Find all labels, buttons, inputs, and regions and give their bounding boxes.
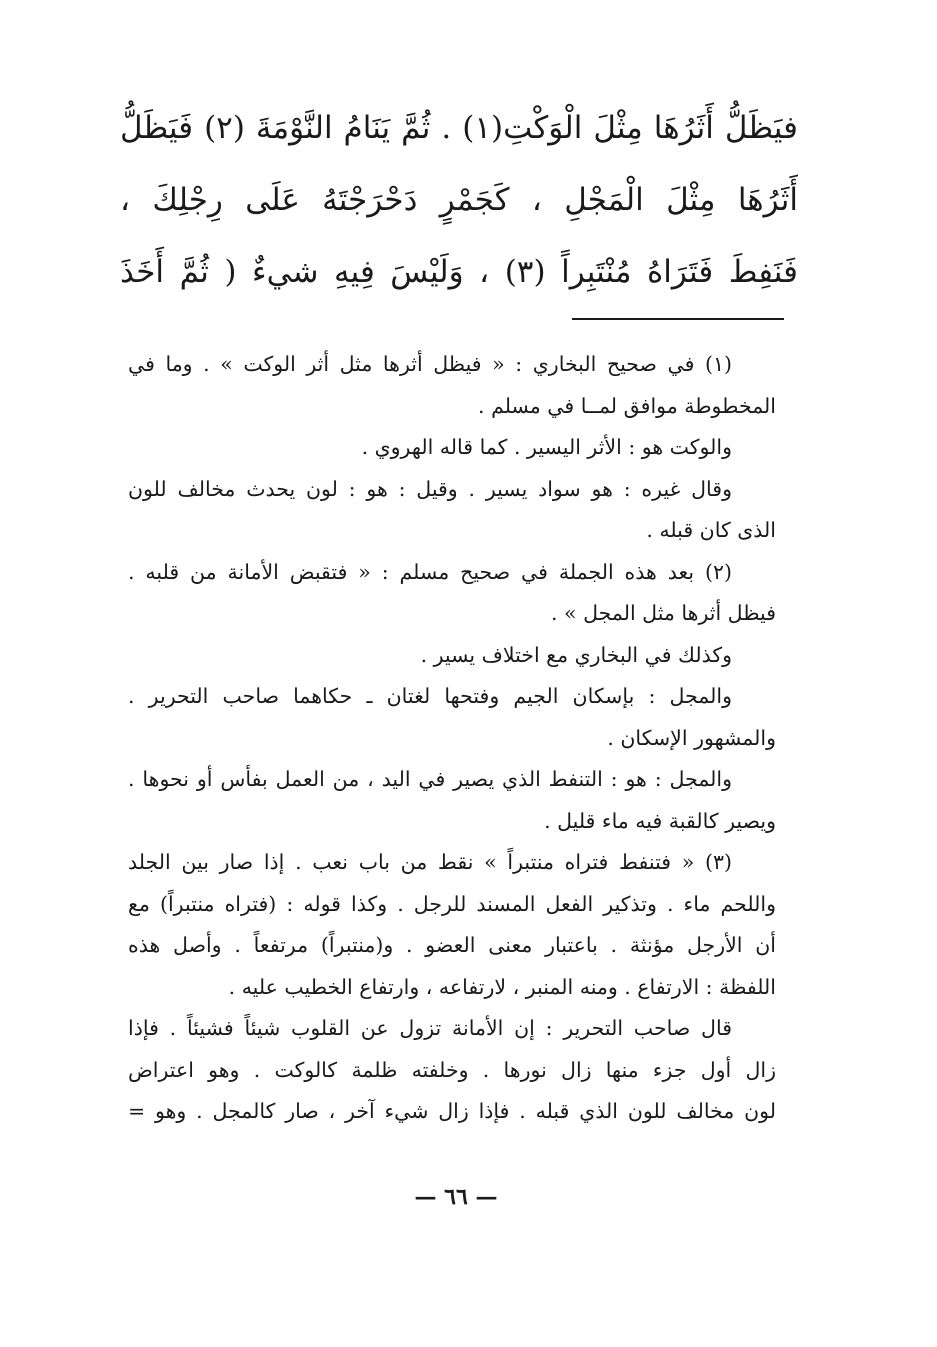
footnote-line: المخطوطة موافق لمــا في مسلم . — [478, 393, 776, 418]
footnote-line: والمجل : بإسكان الجيم وفتحها لغتان ـ حكاهما صاحب التحرير . — [128, 684, 732, 708]
page-number: — ٦٦ — — [414, 1184, 498, 1210]
main-text-line: أَثَرُهَا مِثْلَ الْمَجْلِ ، كَجَمْرٍ دَحْرَجْتَهُ عَلَى رِجْلِكَ ، — [120, 182, 798, 218]
footnote-line: (٢) بعد هذه الجملة في صحيح مسلم : « فتقبض الأمانة من قلبه . — [128, 559, 732, 584]
footnote-line: لون مخالف للون الذي قبله . فإذا زال شيء آخر ، صار كالمجل . وهو = — [128, 1099, 776, 1123]
footnote-separator-line — [572, 318, 784, 320]
footnote-line: وكذلك في البخاري مع اختلاف يسير . — [420, 642, 732, 667]
main-text-line: فيَظَلُّ أَثَرُهَا مِثْلَ الْوَكْتِ(١) . ثُمَّ يَنَامُ النَّوْمَةَ (٢) فَيَظَلُّ — [120, 110, 798, 146]
footnote-line: فيظل أثرها مثل المجل » . — [551, 601, 776, 625]
footnote-line: (١) في صحيح البخاري : « فيظل أثرها مثل أثر الوكت » . وما في — [128, 352, 732, 376]
footnote-line: (٣) « فتنفط فتراه منتبراً » نقط من باب نعب . إذا صار بين الجلد — [128, 850, 732, 874]
footnote-line: والوكت هو : الأثر اليسير . كما قاله الهروي . — [361, 435, 732, 459]
footnote-line: اللفظة : الارتفاع . ومنه المنبر ، لارتفاعه ، وارتفاع الخطيب عليه . — [228, 974, 776, 999]
footnote-line: أن الأرجل مؤنثة . باعتبار معنى العضو . و(منتبراً) مرتفعاً . وأصل هذه — [128, 933, 776, 957]
footnote-line: ويصير كالقبة فيه ماء قليل . — [544, 808, 776, 833]
footnote-line: والمشهور الإسكان . — [607, 725, 776, 750]
footnote-line: وقال غيره : هو سواد يسير . وقيل : هو : لون يحدث مخالف للون — [128, 476, 732, 501]
main-text-block — [120, 92, 798, 308]
main-text-line: فَنَفِطَ فَتَرَاهُ مُنْتَبِراً (٣) ، وَلَيْسَ فِيهِ شيءٌ ( ثُمَّ أَخَذَ — [120, 254, 798, 290]
footnote-line: قال صاحب التحرير : إن الأمانة تزول عن القلوب شيئاً فشيئاً . فإذا — [128, 1016, 732, 1040]
footnote-line: الذى كان قبله . — [646, 518, 776, 542]
footnotes-block — [128, 344, 776, 1133]
footnote-line: والمجل : هو : التنفط الذي يصير في اليد ، من العمل بفأس أو نحوها . — [128, 767, 732, 791]
footnote-line: زال أول جزء منها زال نورها . وخلفته ظلمة كالوكت . وهو اعتراض — [128, 1057, 776, 1082]
footnote-line: واللحم ماء . وتذكير الفعل المسند للرجل . وكذا قوله : (فتراه منتبراً) مع — [128, 891, 776, 916]
